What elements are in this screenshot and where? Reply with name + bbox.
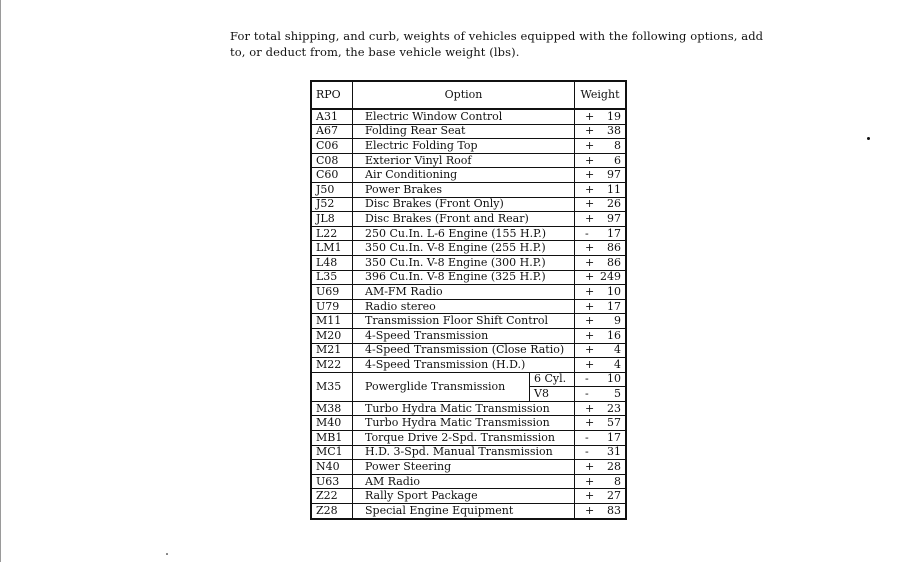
weight-sign: + (585, 314, 595, 328)
table-row (311, 153, 626, 168)
table-row (311, 504, 626, 519)
weight-value: 10 (607, 284, 621, 298)
table-row (311, 270, 626, 285)
weight-cell (575, 416, 627, 431)
rpo-code: JL8 (311, 212, 353, 227)
weight-sign: + (585, 416, 595, 430)
weight-cell (575, 314, 627, 329)
option-name: Power Steering (353, 460, 575, 475)
table-row (311, 285, 626, 300)
header-option: Option (353, 81, 575, 109)
rpo-code: MB1 (311, 431, 353, 446)
weight-sign: + (585, 153, 595, 167)
weight-value-group (579, 271, 621, 283)
table-row (311, 460, 626, 475)
rpo-code: J52 (311, 197, 353, 212)
weight-cell (575, 109, 627, 124)
rpo-code: J50 (311, 182, 353, 197)
table-row (311, 401, 626, 416)
weight-value-group (579, 432, 621, 444)
weight-cell (575, 299, 627, 314)
rpo-code: U79 (311, 299, 353, 314)
option-name: H.D. 3-Spd. Manual Transmission (353, 445, 575, 460)
weight-cell (575, 124, 627, 139)
weight-value-group (579, 111, 621, 123)
table-row (311, 109, 626, 124)
weight-value: 17 (607, 226, 621, 240)
option-name: Disc Brakes (Front and Rear) (353, 212, 575, 227)
weight-sign: + (585, 401, 595, 415)
rpo-code: C08 (311, 153, 353, 168)
rpo-code: LM1 (311, 241, 353, 256)
weight-value: 28 (607, 460, 621, 474)
weight-cell (575, 489, 627, 504)
weight-sign: + (585, 489, 595, 503)
weight-value: 6 (614, 153, 621, 167)
option-name: Power Brakes (353, 182, 575, 197)
weight-value: 27 (607, 489, 621, 503)
weight-sign: + (585, 109, 595, 123)
weight-value: 17 (607, 430, 621, 444)
weight-sign: + (585, 343, 595, 357)
weight-value-group (579, 169, 621, 181)
rpo-code: C06 (311, 139, 353, 154)
weight-value-group (579, 286, 621, 298)
option-name: AM Radio (353, 474, 575, 489)
engine-variant-label: V8 (530, 387, 575, 402)
weight-value-group (579, 301, 621, 313)
weight-value-group (579, 125, 621, 137)
weight-value: 11 (607, 182, 621, 196)
weight-sign: - (585, 372, 589, 386)
weight-sign: + (585, 460, 595, 474)
weight-sign: + (585, 168, 595, 182)
rpo-code: MC1 (311, 445, 353, 460)
option-name: 4-Speed Transmission (353, 328, 575, 343)
weight-cell (575, 474, 627, 489)
weight-value: 57 (607, 416, 621, 430)
weight-cell (575, 270, 627, 285)
weight-cell (575, 401, 627, 416)
weight-value: 97 (607, 168, 621, 182)
option-name: 4-Speed Transmission (Close Ratio) (353, 343, 575, 358)
weight-sign: + (585, 299, 595, 313)
weight-cell (575, 212, 627, 227)
table-row (311, 314, 626, 329)
weight-value-group (579, 388, 621, 400)
stray-mark (867, 137, 870, 140)
weight-cell (575, 343, 627, 358)
rpo-code: L22 (311, 226, 353, 241)
weight-value-group (579, 344, 621, 356)
weight-cell (575, 285, 627, 300)
rpo-code: U69 (311, 285, 353, 300)
weight-sign: + (585, 197, 595, 211)
weight-cell (575, 226, 627, 241)
option-name: Disc Brakes (Front Only) (353, 197, 575, 212)
weight-sign: + (585, 182, 595, 196)
weight-cell (575, 168, 627, 183)
weight-value: 4 (614, 357, 621, 371)
table-row (311, 445, 626, 460)
weight-value-group (579, 373, 621, 385)
table-row (311, 358, 626, 373)
rpo-code: Z28 (311, 504, 353, 519)
option-name: Special Engine Equipment (353, 504, 575, 519)
weight-value: 249 (600, 270, 621, 284)
intro-line-2: to, or deduct from, the base vehicle weight (lbs). (230, 45, 520, 59)
weight-sign: + (585, 211, 595, 225)
rpo-code: M20 (311, 328, 353, 343)
weight-value: 38 (607, 124, 621, 138)
weight-value-group (579, 198, 621, 210)
rpo-code: M22 (311, 358, 353, 373)
rpo-code: C60 (311, 168, 353, 183)
weight-cell (575, 372, 627, 387)
rpo-code: A67 (311, 124, 353, 139)
weight-value: 23 (607, 401, 621, 415)
weight-value-group (579, 476, 621, 488)
weight-sign: - (585, 226, 589, 240)
rpo-code: M35 (311, 372, 353, 401)
table-header-row (311, 81, 626, 109)
table-row (311, 182, 626, 197)
option-name: Turbo Hydra Matic Transmission (353, 401, 575, 416)
engine-variant-label: 6 Cyl. (530, 372, 575, 387)
option-name: Torque Drive 2-Spd. Transmission (353, 431, 575, 446)
option-name: Electric Window Control (353, 109, 575, 124)
table-row (311, 226, 626, 241)
table-body (311, 109, 626, 519)
weight-cell (575, 431, 627, 446)
option-weights-table (310, 80, 627, 520)
table-row (311, 168, 626, 183)
weight-value: 5 (614, 387, 621, 401)
rpo-code: M40 (311, 416, 353, 431)
weight-value: 97 (607, 211, 621, 225)
option-name: Turbo Hydra Matic Transmission (353, 416, 575, 431)
weight-value-group (579, 315, 621, 327)
weight-value: 8 (614, 474, 621, 488)
weight-value-group (579, 359, 621, 371)
rpo-code: L35 (311, 270, 353, 285)
weight-sign: + (585, 124, 595, 138)
weight-sign: - (585, 445, 589, 459)
weight-sign: + (585, 284, 595, 298)
weight-value: 4 (614, 343, 621, 357)
option-weights-table-wrap (310, 80, 627, 520)
weight-value: 9 (614, 314, 621, 328)
header-weight: Weight (575, 81, 627, 109)
weight-sign: + (585, 270, 595, 284)
weight-value-group (579, 257, 621, 269)
weight-value-group (579, 461, 621, 473)
weight-sign: + (585, 138, 595, 152)
weight-value-group (579, 228, 621, 240)
weight-value: 83 (607, 503, 621, 517)
weight-sign: + (585, 357, 595, 371)
rpo-code: M38 (311, 401, 353, 416)
intro-line-1: For total shipping, and curb, weights of vehicles equipped with the following options, add (230, 29, 764, 43)
weight-sign: + (585, 474, 595, 488)
weight-value-group (579, 242, 621, 254)
table-row (311, 241, 626, 256)
table-row (311, 474, 626, 489)
weight-cell (575, 197, 627, 212)
weight-cell (575, 139, 627, 154)
weight-value-group (579, 213, 621, 225)
table-row (311, 328, 626, 343)
stray-mark-small (166, 553, 168, 555)
weight-cell (575, 387, 627, 402)
weight-value: 31 (607, 445, 621, 459)
weight-cell (575, 241, 627, 256)
header-rpo: RPO (311, 81, 353, 109)
intro-paragraph (230, 28, 770, 60)
option-name: 396 Cu.In. V-8 Engine (325 H.P.) (353, 270, 575, 285)
weight-sign: - (585, 430, 589, 444)
weight-sign: - (585, 387, 589, 401)
option-name: Radio stereo (353, 299, 575, 314)
weight-value-group (579, 140, 621, 152)
weight-value: 19 (607, 109, 621, 123)
weight-cell (575, 255, 627, 270)
table-row (311, 139, 626, 154)
weight-value: 86 (607, 241, 621, 255)
table-row (311, 489, 626, 504)
option-name: 350 Cu.In. V-8 Engine (300 H.P.) (353, 255, 575, 270)
weight-value: 16 (607, 328, 621, 342)
table-row (311, 416, 626, 431)
option-name: Folding Rear Seat (353, 124, 575, 139)
option-name: Powerglide Transmission (353, 372, 530, 401)
option-name: 4-Speed Transmission (H.D.) (353, 358, 575, 373)
weight-value-group (579, 490, 621, 502)
weight-sign: + (585, 255, 595, 269)
table-row (311, 212, 626, 227)
table-row (311, 124, 626, 139)
weight-cell (575, 328, 627, 343)
rpo-code: A31 (311, 109, 353, 124)
option-name: Rally Sport Package (353, 489, 575, 504)
weight-cell (575, 358, 627, 373)
weight-value-group (579, 403, 621, 415)
rpo-code: L48 (311, 255, 353, 270)
option-name: AM-FM Radio (353, 285, 575, 300)
weight-value-group (579, 417, 621, 429)
weight-cell (575, 182, 627, 197)
page-edge-rule (0, 0, 1, 562)
table-row (311, 255, 626, 270)
weight-value: 17 (607, 299, 621, 313)
weight-cell (575, 445, 627, 460)
rpo-code: U63 (311, 474, 353, 489)
weight-sign: + (585, 328, 595, 342)
weight-value-group (579, 446, 621, 458)
weight-value-group (579, 155, 621, 167)
table-row (311, 431, 626, 446)
rpo-code: M11 (311, 314, 353, 329)
weight-value: 26 (607, 197, 621, 211)
weight-cell (575, 153, 627, 168)
rpo-code: Z22 (311, 489, 353, 504)
option-name: Air Conditioning (353, 168, 575, 183)
weight-cell (575, 460, 627, 475)
table-row (311, 197, 626, 212)
weight-value: 10 (607, 372, 621, 386)
option-name: Electric Folding Top (353, 139, 575, 154)
option-name: Exterior Vinyl Roof (353, 153, 575, 168)
weight-value: 86 (607, 255, 621, 269)
rpo-code: M21 (311, 343, 353, 358)
weight-sign: + (585, 241, 595, 255)
weight-value-group (579, 505, 621, 517)
weight-cell (575, 504, 627, 519)
weight-sign: + (585, 503, 595, 517)
option-name: 350 Cu.In. V-8 Engine (255 H.P.) (353, 241, 575, 256)
weight-value-group (579, 184, 621, 196)
option-name: 250 Cu.In. L-6 Engine (155 H.P.) (353, 226, 575, 241)
weight-value-group (579, 330, 621, 342)
weight-value: 8 (614, 138, 621, 152)
table-row-split (311, 372, 626, 387)
table-row (311, 299, 626, 314)
table-row (311, 343, 626, 358)
rpo-code: N40 (311, 460, 353, 475)
option-name: Transmission Floor Shift Control (353, 314, 575, 329)
